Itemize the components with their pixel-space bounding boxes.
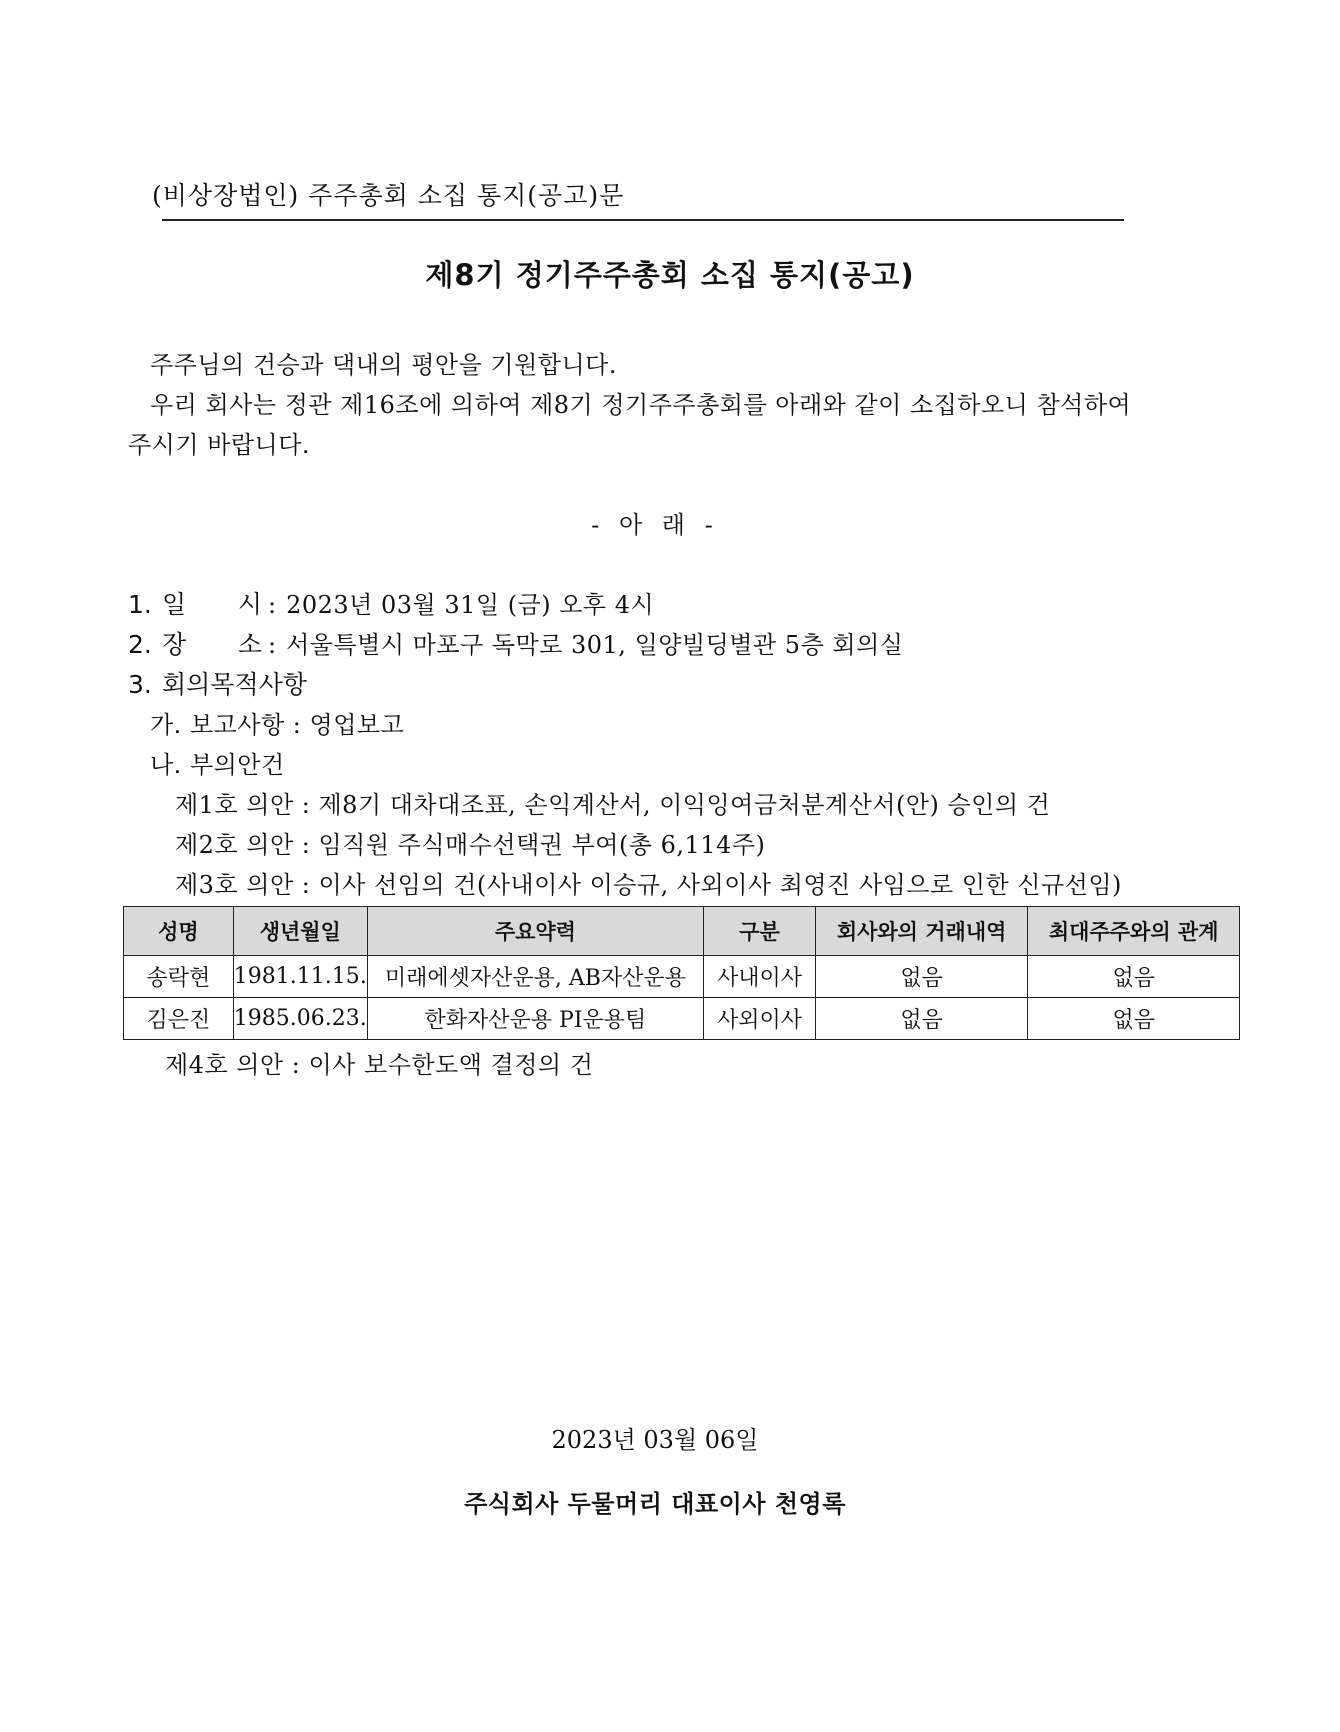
convocation-line-continued: 주시기 바랍니다. [128,431,311,459]
item-agenda [128,665,307,701]
director-candidates-table [123,906,1240,1040]
agenda-1: 제1호 의안 : 제8기 대차대조표, 손익계산서, 이익잉여금처분계산서(안) 승인의 건 [175,791,1051,819]
convocation-line: 우리 회사는 정관 제16조에 의하여 제8기 정기주주총회를 아래와 같이 소집하오니 참석하여 [150,391,1132,419]
item-number: 1. [128,590,152,619]
item-label: 회의목적사항 [162,670,307,699]
table-header-row [124,907,1240,956]
item-location [128,625,903,661]
document-title: 제8기 정기주주총회 소집 통지(공고) [425,258,915,292]
report-matters: 가. 보고사항 : 영업보고 [150,711,405,739]
cell-name: 송락현 [124,956,234,998]
item-label [162,625,262,661]
cell-name: 김은진 [124,998,234,1040]
cell-transactions: 없음 [815,956,1028,998]
item-datetime [128,585,654,621]
item-label-part: 시 [237,590,262,619]
header-divider [162,219,1124,221]
meeting-location: 서울특별시 마포구 독막로 301, 일양빌딩별관 5층 회의실 [286,631,904,659]
item-label-part: 소 [237,630,262,659]
column-header-transactions: 회사와의 거래내역 [815,907,1028,956]
resolution-matters-heading: 나. 부의안건 [150,751,285,779]
cell-career: 한화자산운용 PI운용팀 [367,998,703,1040]
cell-relationship: 없음 [1028,998,1240,1040]
column-header-birthdate: 생년월일 [233,907,367,956]
column-header-name: 성명 [124,907,234,956]
column-header-career: 주요약력 [367,907,703,956]
cell-category: 사외이사 [704,998,816,1040]
item-colon: : [268,591,277,619]
meeting-datetime: 2023년 03월 31일 (금) 오후 4시 [286,591,655,619]
table-row [124,998,1240,1040]
greeting-line: 주주님의 건승과 댁내의 평안을 기원합니다. [150,351,617,379]
company-signature: 주식회사 두물머리 대표이사 천영록 [464,1490,846,1518]
agenda-2: 제2호 의안 : 임직원 주식매수선택권 부여(총 6,114주) [175,831,766,859]
table-row [124,956,1240,998]
section-marker: - 아 래 - [591,511,719,539]
cell-relationship: 없음 [1028,956,1240,998]
notice-type-heading: (비상장법인) 주주총회 소집 통지(공고)문 [152,181,625,210]
item-label-part: 일 [162,590,187,619]
column-header-relationship: 최대주주와의 관계 [1028,907,1240,956]
item-label-part: 장 [162,630,187,659]
cell-birthdate: 1981.11.15. [233,956,367,998]
notice-date: 2023년 03월 06일 [551,1426,759,1454]
column-header-category: 구분 [704,907,816,956]
agenda-4: 제4호 의안 : 이사 보수한도액 결정의 건 [165,1051,594,1079]
cell-career: 미래에셋자산운용, AB자산운용 [367,956,703,998]
cell-category: 사내이사 [704,956,816,998]
item-number: 2. [128,630,152,659]
item-colon: : [268,631,277,659]
agenda-3: 제3호 의안 : 이사 선임의 건(사내이사 이승규, 사외이사 최영진 사임으로 인한 신규선임) [175,871,1122,899]
item-label [162,585,262,621]
cell-transactions: 없음 [815,998,1028,1040]
item-number: 3. [128,670,152,699]
cell-birthdate: 1985.06.23. [233,998,367,1040]
